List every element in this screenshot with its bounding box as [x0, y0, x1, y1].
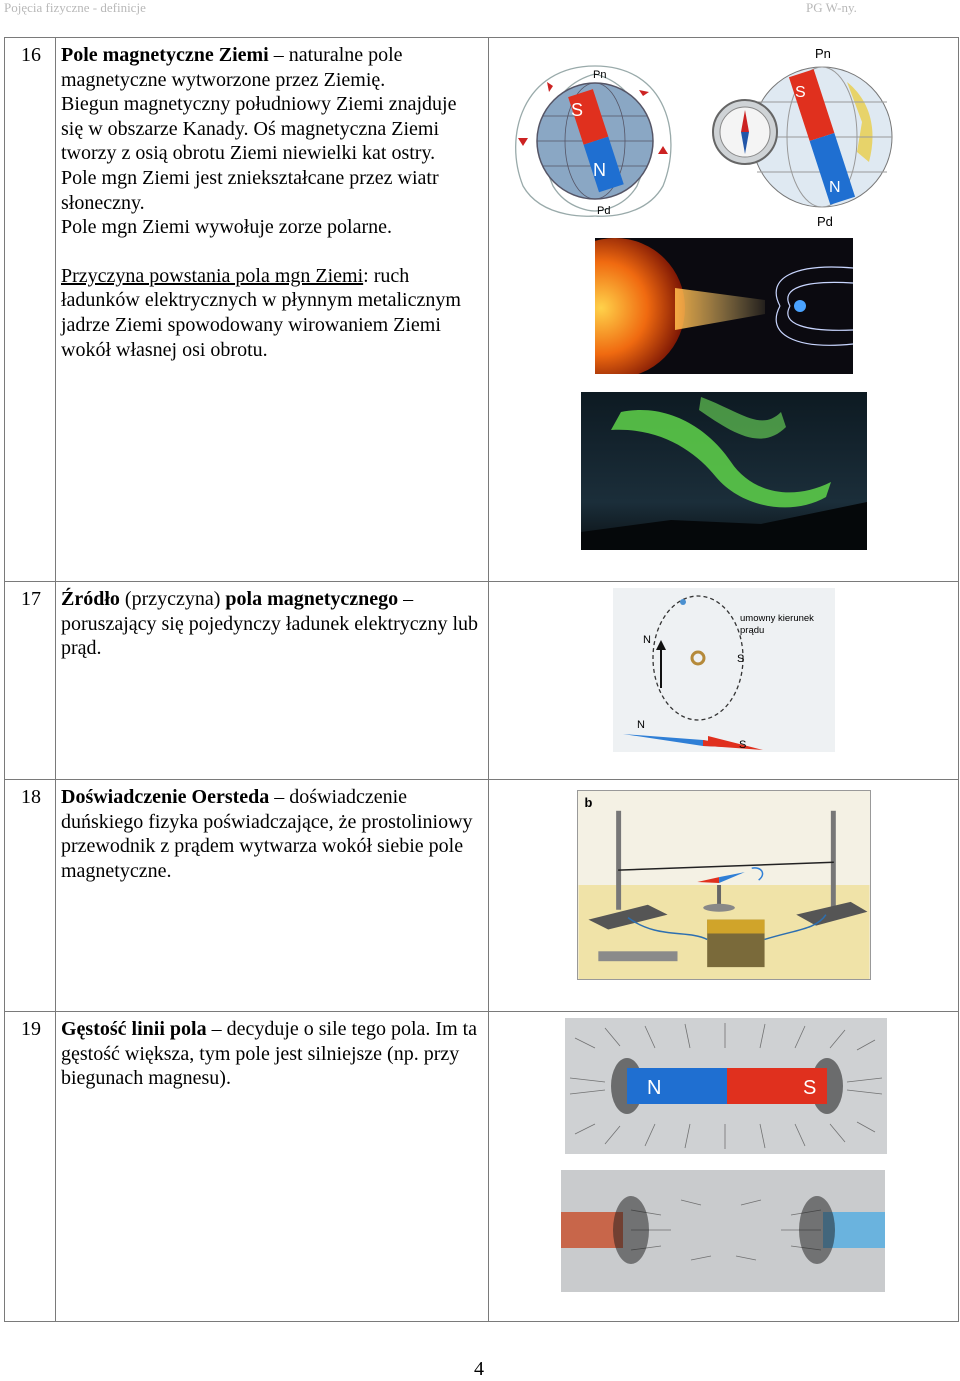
current-direction-label-2: prądu	[740, 625, 765, 636]
oersted-experiment-image	[577, 790, 871, 980]
table-row	[5, 582, 959, 780]
definition-text: – naturalne pole magnetyczne wytworzone przez Ziemię.	[61, 44, 403, 91]
definitions-table	[4, 37, 959, 1322]
definition-text: Pole mgn Ziemi jest zniekształcane przez wiatr słoneczny.	[61, 166, 439, 214]
cause-label: Przyczyna powstania pola mgn Ziemi	[61, 264, 364, 287]
solar-wind-image	[595, 238, 853, 374]
page-number: 4	[474, 1358, 484, 1380]
term: Źródło	[61, 588, 120, 610]
term: Gęstość linii pola	[61, 1018, 207, 1040]
pole-pn-label: Pn	[815, 46, 831, 61]
term: Pole magnetyczne Ziemi	[61, 44, 269, 66]
magnet-n-label: N	[647, 1077, 662, 1099]
row-number: 17	[5, 582, 56, 780]
definition-text: (przyczyna)	[119, 588, 226, 610]
definition-text: – doświadczenie duńskiego fizyka poświadczające, że prostoliniowy przewodnik z prądem wytwarza wokół siebie pole magnetyczne.	[61, 786, 473, 882]
compass-s-label: S	[739, 739, 747, 751]
definition-text: Pole mgn Ziemi wywołuje zorze polarne.	[61, 216, 393, 239]
image-cell	[489, 780, 959, 1012]
pole-pd-label: Pd	[597, 205, 611, 217]
aurora-photo	[581, 392, 867, 550]
compass-icon	[713, 100, 777, 164]
label-n: N	[643, 634, 651, 646]
earth-field-lines-image	[503, 46, 683, 231]
definition-cell	[56, 780, 489, 1012]
compass-n-label: N	[637, 719, 645, 731]
definition-cell	[56, 582, 489, 780]
pole-pn-label: Pn	[593, 69, 607, 81]
magnet-n-label: N	[593, 160, 606, 180]
header-title: Pojęcia fizyczne - definicje	[4, 0, 146, 15]
term: Doświadczenie Oersteda	[61, 786, 270, 808]
image-cell	[489, 1012, 959, 1322]
row-number: 16	[5, 38, 56, 582]
definition-cell	[56, 38, 489, 582]
figure-label: b	[584, 794, 593, 810]
two-magnets-filings-image	[561, 1170, 885, 1292]
globe-compass-image	[697, 42, 903, 233]
magnet-n-label: N	[829, 179, 841, 196]
pole-pd-label: Pd	[817, 214, 833, 229]
moving-charge-field-image	[613, 588, 835, 752]
image-cell	[489, 582, 959, 780]
table-row	[5, 780, 959, 1012]
cause-text: : ruch ładunków elektrycznych w płynnym metalicznym jadrze Ziemi spowodowany wirowaniem Ziemi wokół własnej osi obrotu.	[61, 264, 461, 361]
term: pola magnetycznego	[225, 588, 399, 610]
row-number: 18	[5, 780, 56, 1012]
image-cell	[489, 38, 959, 582]
definition-text: – decyduje o sile tego pola. Im ta gęstość większa, tym pole jest silniejsze (np. przy biegunach magnesu).	[61, 1018, 478, 1090]
label-s: S	[737, 653, 745, 665]
definition-text: Biegun magnetyczny południowy Ziemi znajduje się w obszarze Kanady. Oś magnetyczna Ziemi tworzy z osią obrotu Ziemi niewielki kat ostry.	[61, 93, 457, 165]
row-number: 19	[5, 1012, 56, 1322]
magnet-s-label: S	[795, 84, 806, 101]
header-author: PG W-ny.	[806, 0, 857, 15]
table-row	[5, 38, 959, 582]
magnet-s-label: S	[803, 1077, 817, 1099]
definition-text: – poruszający się pojedynczy ładunek elektryczny lub prąd.	[61, 588, 479, 660]
bar-magnet-filings-image	[565, 1018, 887, 1154]
magnet-s-label: S	[571, 100, 584, 120]
definition-cell	[56, 1012, 489, 1322]
table-row	[5, 1012, 959, 1322]
current-direction-label: umowny kierunek	[740, 613, 814, 624]
